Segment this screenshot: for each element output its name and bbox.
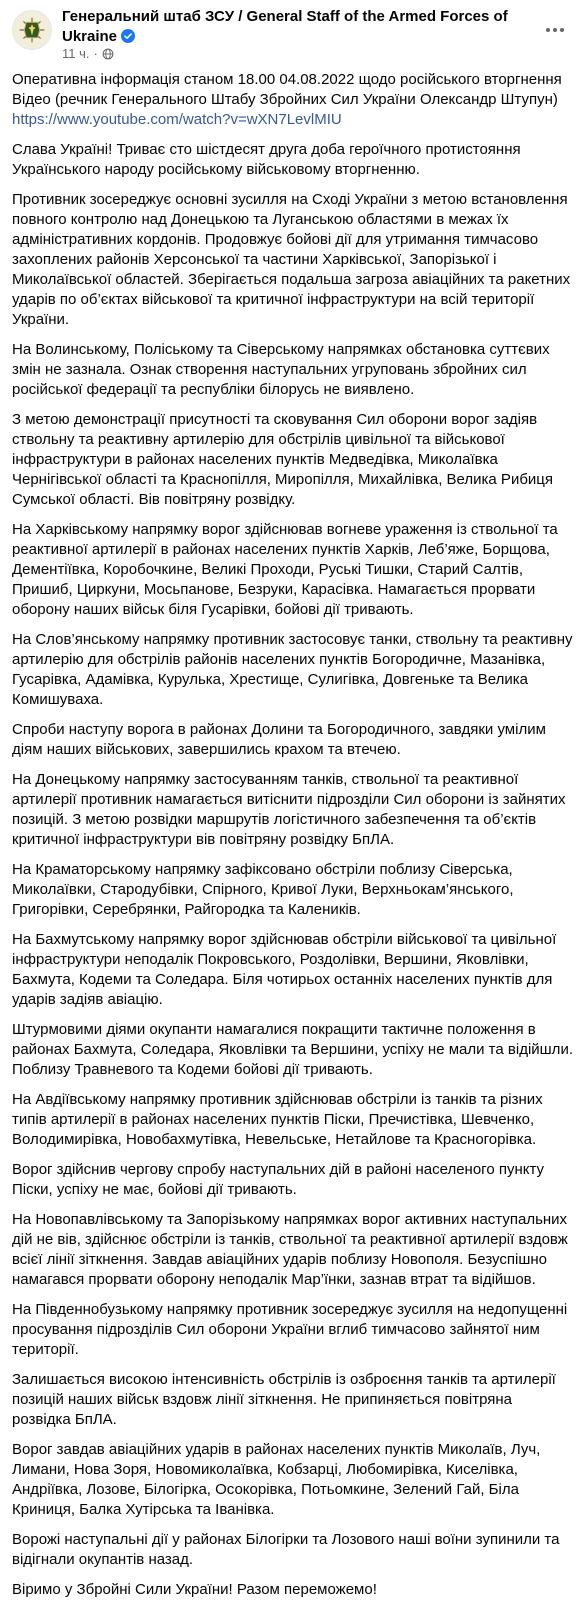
post-paragraph: Противник зосереджує основні зусилля на Сході України з метою встановлення повного контролю над Донецькою та Луганською областями в межах їх адміністративних кордонів. Продовжує бойові дії для утримання тимчасово захоплених районів Херсонської та частини Харківської, Запорізької і Миколаївської областей. Зберігається подальша загроза авіаційних та ракетних ударів по об’єктах військової та критичної інфраструктури на всій території України. (12, 191, 571, 328)
page-name-link[interactable] (62, 7, 522, 47)
more-dot-icon (560, 28, 564, 32)
globe-icon (102, 48, 114, 60)
post-paragraph: Спроби наступу ворога в районах Долини та Богородичного, завдяки умілим діям наших військових, завершились крахом та втечею. (12, 721, 546, 758)
post-paragraph: Ворог завдав авіаційних ударів в районах населених пунктів Миколаїв, Луч, Лимани, Нова Зоря, Новомиколаївка, Кобзарці, Любомирівка, Киселівка, Андріївка, Лозове, Білогірка, Осокорівка, Потьомкине, Зелений Гай, Біла Криниця, Балка Хутірська та Іванівка. (12, 1441, 541, 1518)
post-paragraph: Віримо у Збройні Сили України! Разом переможемо! (12, 1581, 377, 1598)
post-paragraph: Залишається високою інтенсивність обстрілів із озброєння танків та артилерії позицій наших військ вздовж лінії зіткнення. Не припиняється повітряна розвідка БпЛА. (12, 1371, 556, 1428)
more-dot-icon (546, 28, 550, 32)
post-paragraph: На Авдіївському напрямку противник здійснював обстріли із танків та різних типів артилерії в районах населених пунктів Піски, Пречистівка, Шевченко, Володимирівка, Новобахмутівка, Невельське, Нетайлове та Красногорівка. (12, 1091, 543, 1148)
post-header (0, 0, 583, 68)
post-paragraph: На Південнобузькому напрямку противник зосереджує зусилля на недопущенні просування підрозділів Сил оборони України вглиб тимчасово зайнятої ним території. (12, 1301, 568, 1358)
post-paragraph: На Донецькому напрямку застосуванням танків, ствольної та реактивної артилерії противник намагається витіснити підрозділи Сил оборони із зайнятих позицій. З метою розвідки маршрутів логістичного забезпечення та об’єктів критичної інфраструктури вів повітряну розвідку БпЛА. (12, 771, 566, 848)
post-paragraph: Ворожі наступальні дії у районах Білогірки та Лозового наші воїни зупинили та відігнали окупантів назад. (12, 1531, 560, 1568)
meta-separator: · (93, 46, 98, 61)
post-paragraph: На Краматорському напрямку зафіксовано обстріли поблизу Сіверська, Миколаївки, Стародубівки, Спірного, Кривої Луки, Верхньокам’янського, Григорівки, Серебрянки, Райгородка та Калеників. (12, 861, 514, 918)
post-paragraph: На Слов’янському напрямку противник застосовує танки, ствольну та реактивну артилерію для обстрілів районів населених пунктів Богородичне, Мазанівка, Гусарівка, Адамівка, Курулька, Хрестище, Сулигівка, Довгеньке та Велика Комишуваха. (12, 631, 573, 708)
post-paragraph: Слава Україні! Триває сто шістдесят друга доба героїчного протистояння Українського народу російському військовому вторгненню. (12, 141, 521, 178)
more-options-button[interactable] (537, 12, 573, 48)
post-paragraph: На Волинському, Поліському та Сіверському напрямках обстановка суттєвих змін не зазнала. Ознак створення наступальних угруповань збройних сил російської федерації та республіки білорусь не виявлено. (12, 341, 550, 398)
post-paragraph: На Новопавлівському та Запорізькому напрямках ворог активних наступальних дій не вів, здійснює обстріли із танків, ствольної та реактивної артилерії вздовж всієї лінії зіткнення. Завдав авіаційних ударів поблизу Новополя. Безуспішно намагався прорвати оборону неподалік Мар’їнки, зазнав втрат та відійшов. (12, 1211, 568, 1288)
video-link[interactable]: https://www.youtube.com/watch?v=wXN7LevlMIU (12, 111, 342, 128)
avatar[interactable] (12, 10, 52, 50)
post-meta (62, 46, 114, 62)
verified-badge-icon (121, 29, 135, 43)
general-staff-emblem-icon (13, 11, 51, 49)
post-paragraph: З метою демонстрації присутності та сковування Сил оборони ворог задіяв ствольну та реактивну артилерію для обстрілів цивільної та військової інфраструктури в районах населених пунктів Медведівка, Миколаївка Чернігівської області та Краснопілля, Миропілля, Михайлівка, Велика Рибиця Сумської області. Вів повітряну розвідку. (12, 411, 554, 508)
post-intro (12, 70, 574, 130)
post-body (12, 70, 574, 1610)
post-paragraph: На Бахмутському напрямку ворог здійснював обстріли військової та цивільної інфраструктури неподалік Покровського, Роздолівки, Вершини, Яковлівки, Бахмута, Кодеми та Соледара. Біля чотирьох останніх населених пунктів для ударів задіяв авіацію. (12, 931, 557, 1008)
page-name-text: Генеральний штаб ЗСУ / General Staff of the Armed Forces of Ukraine (62, 8, 508, 45)
post-timestamp[interactable]: 11 ч. (62, 46, 90, 61)
post-paragraph: Штурмовими діями окупанти намагалися покращити тактичне положення в районах Бахмута, Соледара, Яковлівки та Вершини, успіху не мали та відійшли. Поблизу Травневого та Кодеми бойові дії тривають. (12, 1021, 573, 1078)
post-paragraph: Ворог здійснив чергову спробу наступальних дій в районі населеного пункту Піски, успіху не має, бойові дії тривають. (12, 1161, 545, 1198)
more-dot-icon (553, 28, 557, 32)
intro-text: Оперативна інформація станом 18.00 04.08.2022 щодо російського вторгнення Відео (речник Генерального Штабу Збройних Сил України Олександр Штупун) (12, 71, 562, 108)
post-paragraph: На Харківському напрямку ворог здійснював вогневе ураження із ствольної та реактивної артилерії в районах населених пунктів Харків, Леб’яже, Борщова, Дементіївка, Коробочкине, Великі Проходи, Руські Тишки, Старий Салтів, Пришиб, Циркуни, Мосьпанове, Безруки, Карасівка. Намагається прорвати оборону наших військ біля Гусарівки, бойові дії тривають. (12, 521, 558, 618)
